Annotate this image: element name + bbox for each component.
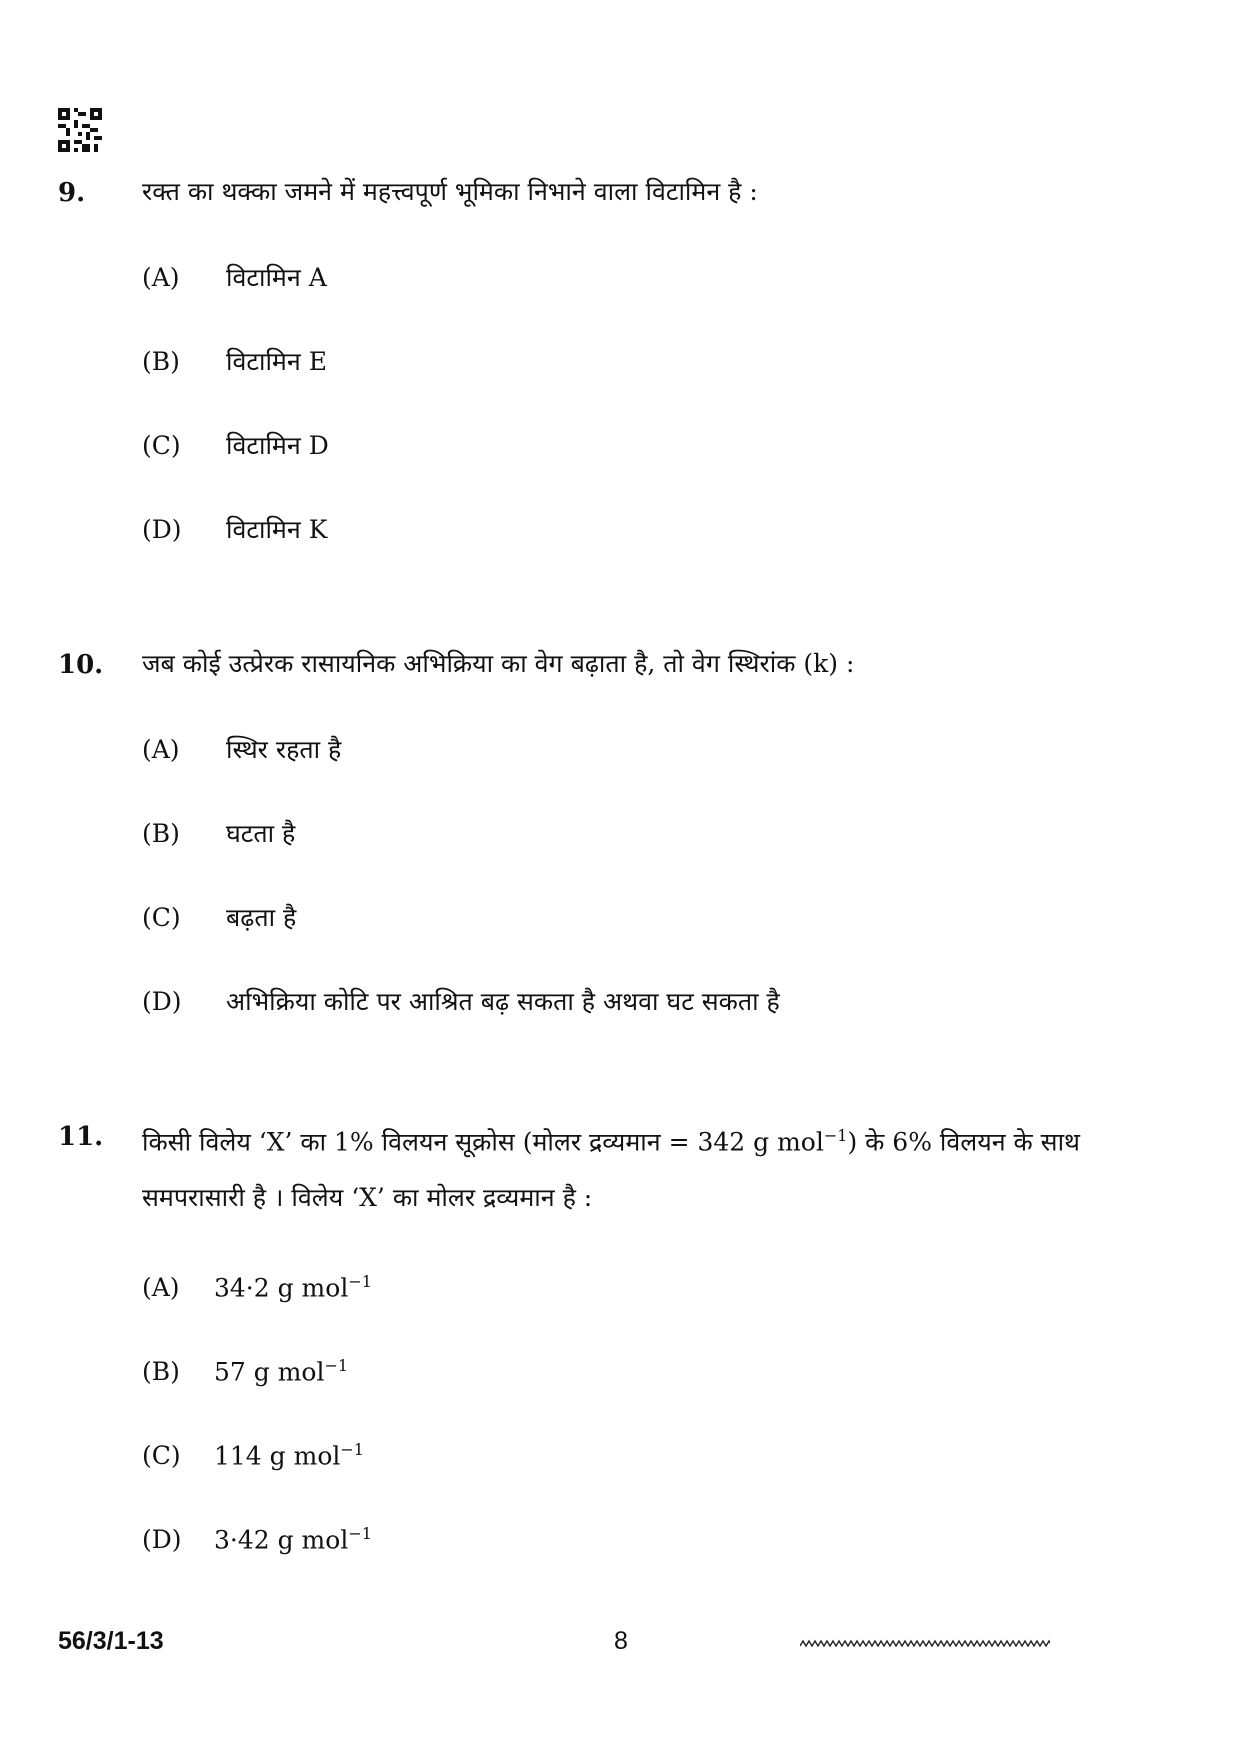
option-d: [142, 984, 780, 1018]
option-label: (A): [142, 735, 180, 764]
question-text-part1: किसी विलेय ‘X’ का 1% विलयन सूक्रोस (मोलर द्रव्यमान = 342 g mol: [142, 1127, 824, 1157]
qr-code-icon: [58, 108, 102, 152]
option-text: 57 g mol: [214, 1357, 325, 1387]
option-a: [142, 732, 341, 766]
option-c: [142, 428, 329, 462]
option-b: [142, 1356, 348, 1386]
question-text: रक्त का थक्का जमने में महत्त्वपूर्ण भूमिका निभाने वाला विटामिन है :: [142, 177, 758, 206]
option-text: 3·42 g mol: [214, 1525, 349, 1555]
option-text: अभिक्रिया कोटि पर आश्रित बढ़ सकता है अथवा घट सकता है: [226, 987, 780, 1016]
option-label: (A): [142, 263, 180, 292]
option-label: (B): [142, 347, 180, 376]
option-a: [142, 260, 327, 294]
option-c: [142, 1440, 364, 1470]
option-label: (D): [142, 987, 182, 1016]
paper-code: 56/3/1-13: [58, 1627, 164, 1655]
option-label: (A): [142, 1273, 180, 1303]
option-label: (C): [142, 1441, 181, 1471]
option-text: 114 g mol: [214, 1441, 341, 1471]
option-text: विटामिन A: [226, 263, 327, 292]
option-superscript: −1: [324, 1356, 349, 1375]
option-label: (D): [142, 515, 182, 544]
question-text: [142, 1108, 1142, 1226]
question-text-part2: ) के 6% विलयन के साथ समपरासारी है । विलेय ‘X’ का मोलर द्रव्यमान है :: [142, 1127, 1081, 1213]
question-text-superscript: −1: [823, 1126, 848, 1145]
option-text: 34·2 g mol: [214, 1273, 349, 1303]
option-label: (D): [142, 1525, 182, 1555]
option-b: [142, 344, 327, 378]
option-text: विटामिन E: [226, 347, 327, 376]
question-number: 9.: [58, 178, 86, 208]
option-superscript: −1: [340, 1440, 364, 1459]
option-text: विटामिन K: [226, 515, 328, 544]
option-label: (B): [142, 819, 180, 848]
option-label: (C): [142, 431, 181, 460]
question-number: 10.: [58, 650, 104, 680]
option-label: (B): [142, 1357, 180, 1387]
option-c: [142, 900, 296, 934]
option-text: स्थिर रहता है: [226, 735, 342, 764]
option-a: [142, 1272, 372, 1302]
option-text: विटामिन D: [226, 431, 329, 460]
wavy-line-decoration: [800, 1638, 1050, 1654]
question-text: जब कोई उत्प्रेरक रासायनिक अभिक्रिया का वेग बढ़ाता है, तो वेग स्थिरांक (k) :: [142, 649, 855, 678]
option-text: घटता है: [226, 819, 296, 848]
page-number: 8: [614, 1627, 628, 1655]
option-b: [142, 816, 295, 850]
option-label: (C): [142, 903, 181, 932]
option-text: बढ़ता है: [226, 903, 297, 932]
option-superscript: −1: [348, 1272, 372, 1291]
question-number: 11.: [58, 1122, 104, 1152]
option-d: [142, 1524, 372, 1554]
option-d: [142, 512, 327, 546]
option-superscript: −1: [348, 1524, 372, 1543]
